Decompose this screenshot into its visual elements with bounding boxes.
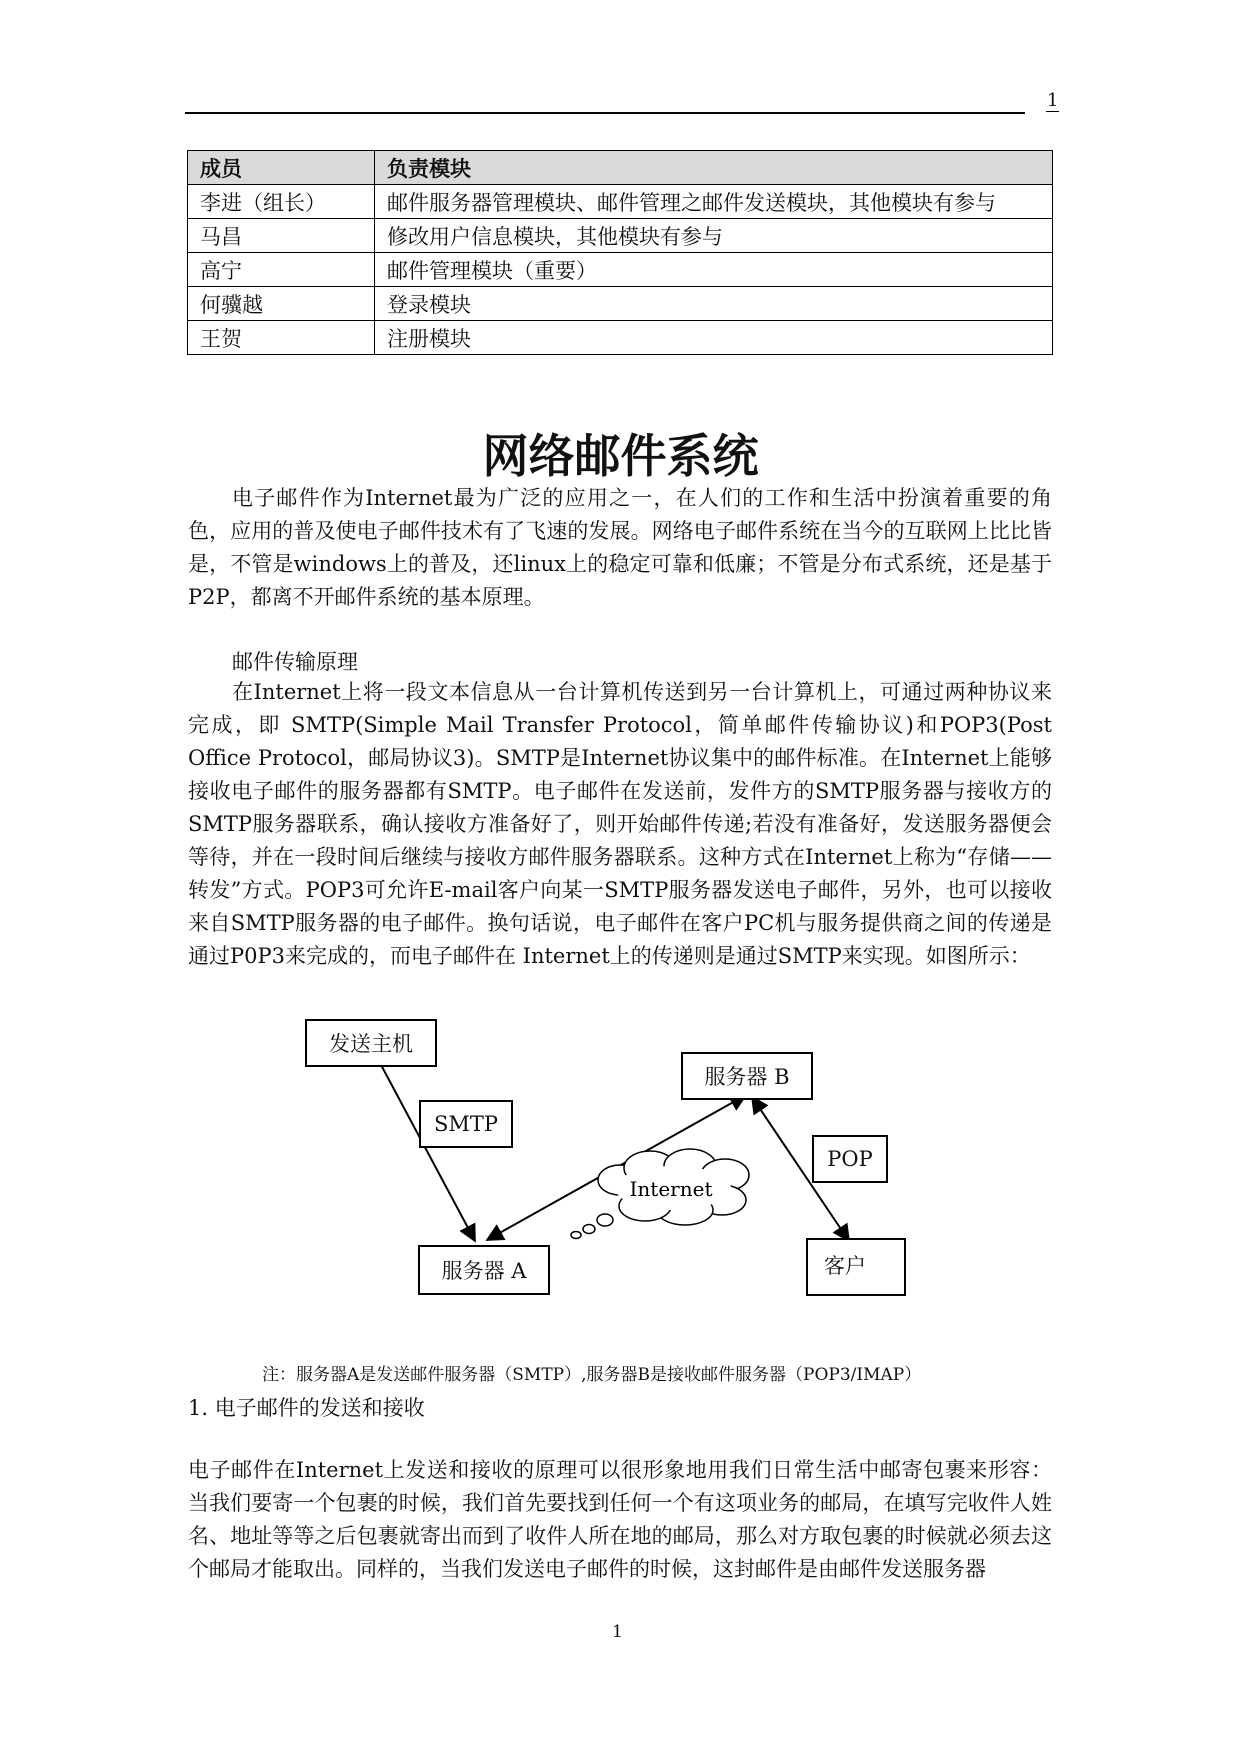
table-header-module: 负责模块 bbox=[375, 151, 1053, 185]
smtp-label: SMTP bbox=[433, 1112, 499, 1136]
table-cell-member: 高宁 bbox=[188, 253, 375, 287]
client-label: 客户 bbox=[824, 1254, 866, 1278]
internet-label: Internet bbox=[629, 1177, 713, 1201]
smtp-box bbox=[419, 1100, 513, 1148]
table-cell-module: 邮件管理模块（重要） bbox=[375, 253, 1053, 287]
server-a-box bbox=[418, 1245, 550, 1295]
sender-label: 发送主机 bbox=[329, 1032, 413, 1056]
table-cell-member: 李进（组长） bbox=[188, 185, 375, 219]
diagram-note: 注：服务器A是发送邮件服务器（SMTP）,服务器B是接收邮件服务器（POP3/IMAP） bbox=[262, 1365, 922, 1385]
smtp-arrow bbox=[380, 1063, 475, 1241]
table-header-member: 成员 bbox=[188, 151, 375, 185]
table-cell-member: 马昌 bbox=[188, 219, 375, 253]
table-cell-module: 登录模块 bbox=[375, 287, 1053, 321]
server-b-box bbox=[681, 1052, 813, 1100]
table-cell-member: 何骥越 bbox=[188, 287, 375, 321]
sender-box bbox=[305, 1019, 437, 1067]
pop-label: POP bbox=[827, 1147, 873, 1171]
footer-page-number: 1 bbox=[612, 1622, 623, 1642]
paragraph-text: 在Internet上将一段文本信息从一台计算机传送到另一台计算机上，可通过两种协议来完成，即 SMTP(Simple Mail Transfer Protocol，简单邮件传输协议)和POP3(Post Office Protocol，邮局协议3)。SMTP是Internet协议集中的邮件标准。在Internet上能够接收电子邮件的服务器都有SMTP。电子邮件在发送前，发件方的SMTP服务器与接收方的SMTP服务器联系，确认接收方准备好了，则开始邮件传递;若没有准备好，发送服务器便会等待，并在一段时间后继续与接收方邮件服务器联系。这种方式在Internet上称为“存储——转发”方式。POP3可允许E-mail客户向某一SMTP服务器发送电子邮件，另外，也可以接收来自SMTP服务器的电子邮件。换句话说，电子邮件在客户PC机与服务提供商之间的传递是通过P0P3来完成的，而电子邮件在 Internet上的传递则是通过SMTP来实现。如图所示： bbox=[188, 680, 1052, 968]
client-box bbox=[806, 1238, 906, 1296]
paragraph-text: 电子邮件作为Internet最为广泛的应用之一，在人们的工作和生活中扮演着重要的角色，应用的普及使电子邮件技术有了飞速的发展。网络电子邮件系统在当今的互联网上比比皆是，不管是windows上的普及，还linux上的稳定可靠和低廉；不管是分布式系统，还是基于P2P，都离不开邮件系统的基本原理。 bbox=[188, 486, 1052, 609]
server-a-label: 服务器 A bbox=[441, 1259, 527, 1283]
document-title: 网络邮件系统 bbox=[482, 429, 759, 483]
table-cell-module: 修改用户信息模块，其他模块有参与 bbox=[375, 219, 1053, 253]
subheading: 邮件传输原理 bbox=[232, 650, 358, 674]
pop-box bbox=[812, 1135, 888, 1183]
table-cell-module: 邮件服务器管理模块、邮件管理之邮件发送模块，其他模块有参与 bbox=[375, 185, 1053, 219]
header-page-number: 1 bbox=[1047, 90, 1059, 111]
send-receive-paragraph bbox=[188, 1454, 1052, 1586]
paragraph-text: 电子邮件在Internet上发送和接收的原理可以很形象地用我们日常生活中邮寄包裹来形容：当我们要寄一个包裹的时候，我们首先要找到任何一个有这项业务的邮局，在填写完收件人姓名、地址等等之后包裹就寄出而到了收件人所在地的邮局，那么对方取包裹的时候就必须去这个邮局才能取出。同样的，当我们发送电子邮件的时候，这封邮件是由邮件发送服务器 bbox=[188, 1458, 1052, 1581]
section-heading: 1. 电子邮件的发送和接收 bbox=[188, 1396, 425, 1420]
table-cell-member: 王贺 bbox=[188, 321, 375, 355]
server-b-label: 服务器 B bbox=[704, 1065, 790, 1089]
table-cell-module: 注册模块 bbox=[375, 321, 1053, 355]
